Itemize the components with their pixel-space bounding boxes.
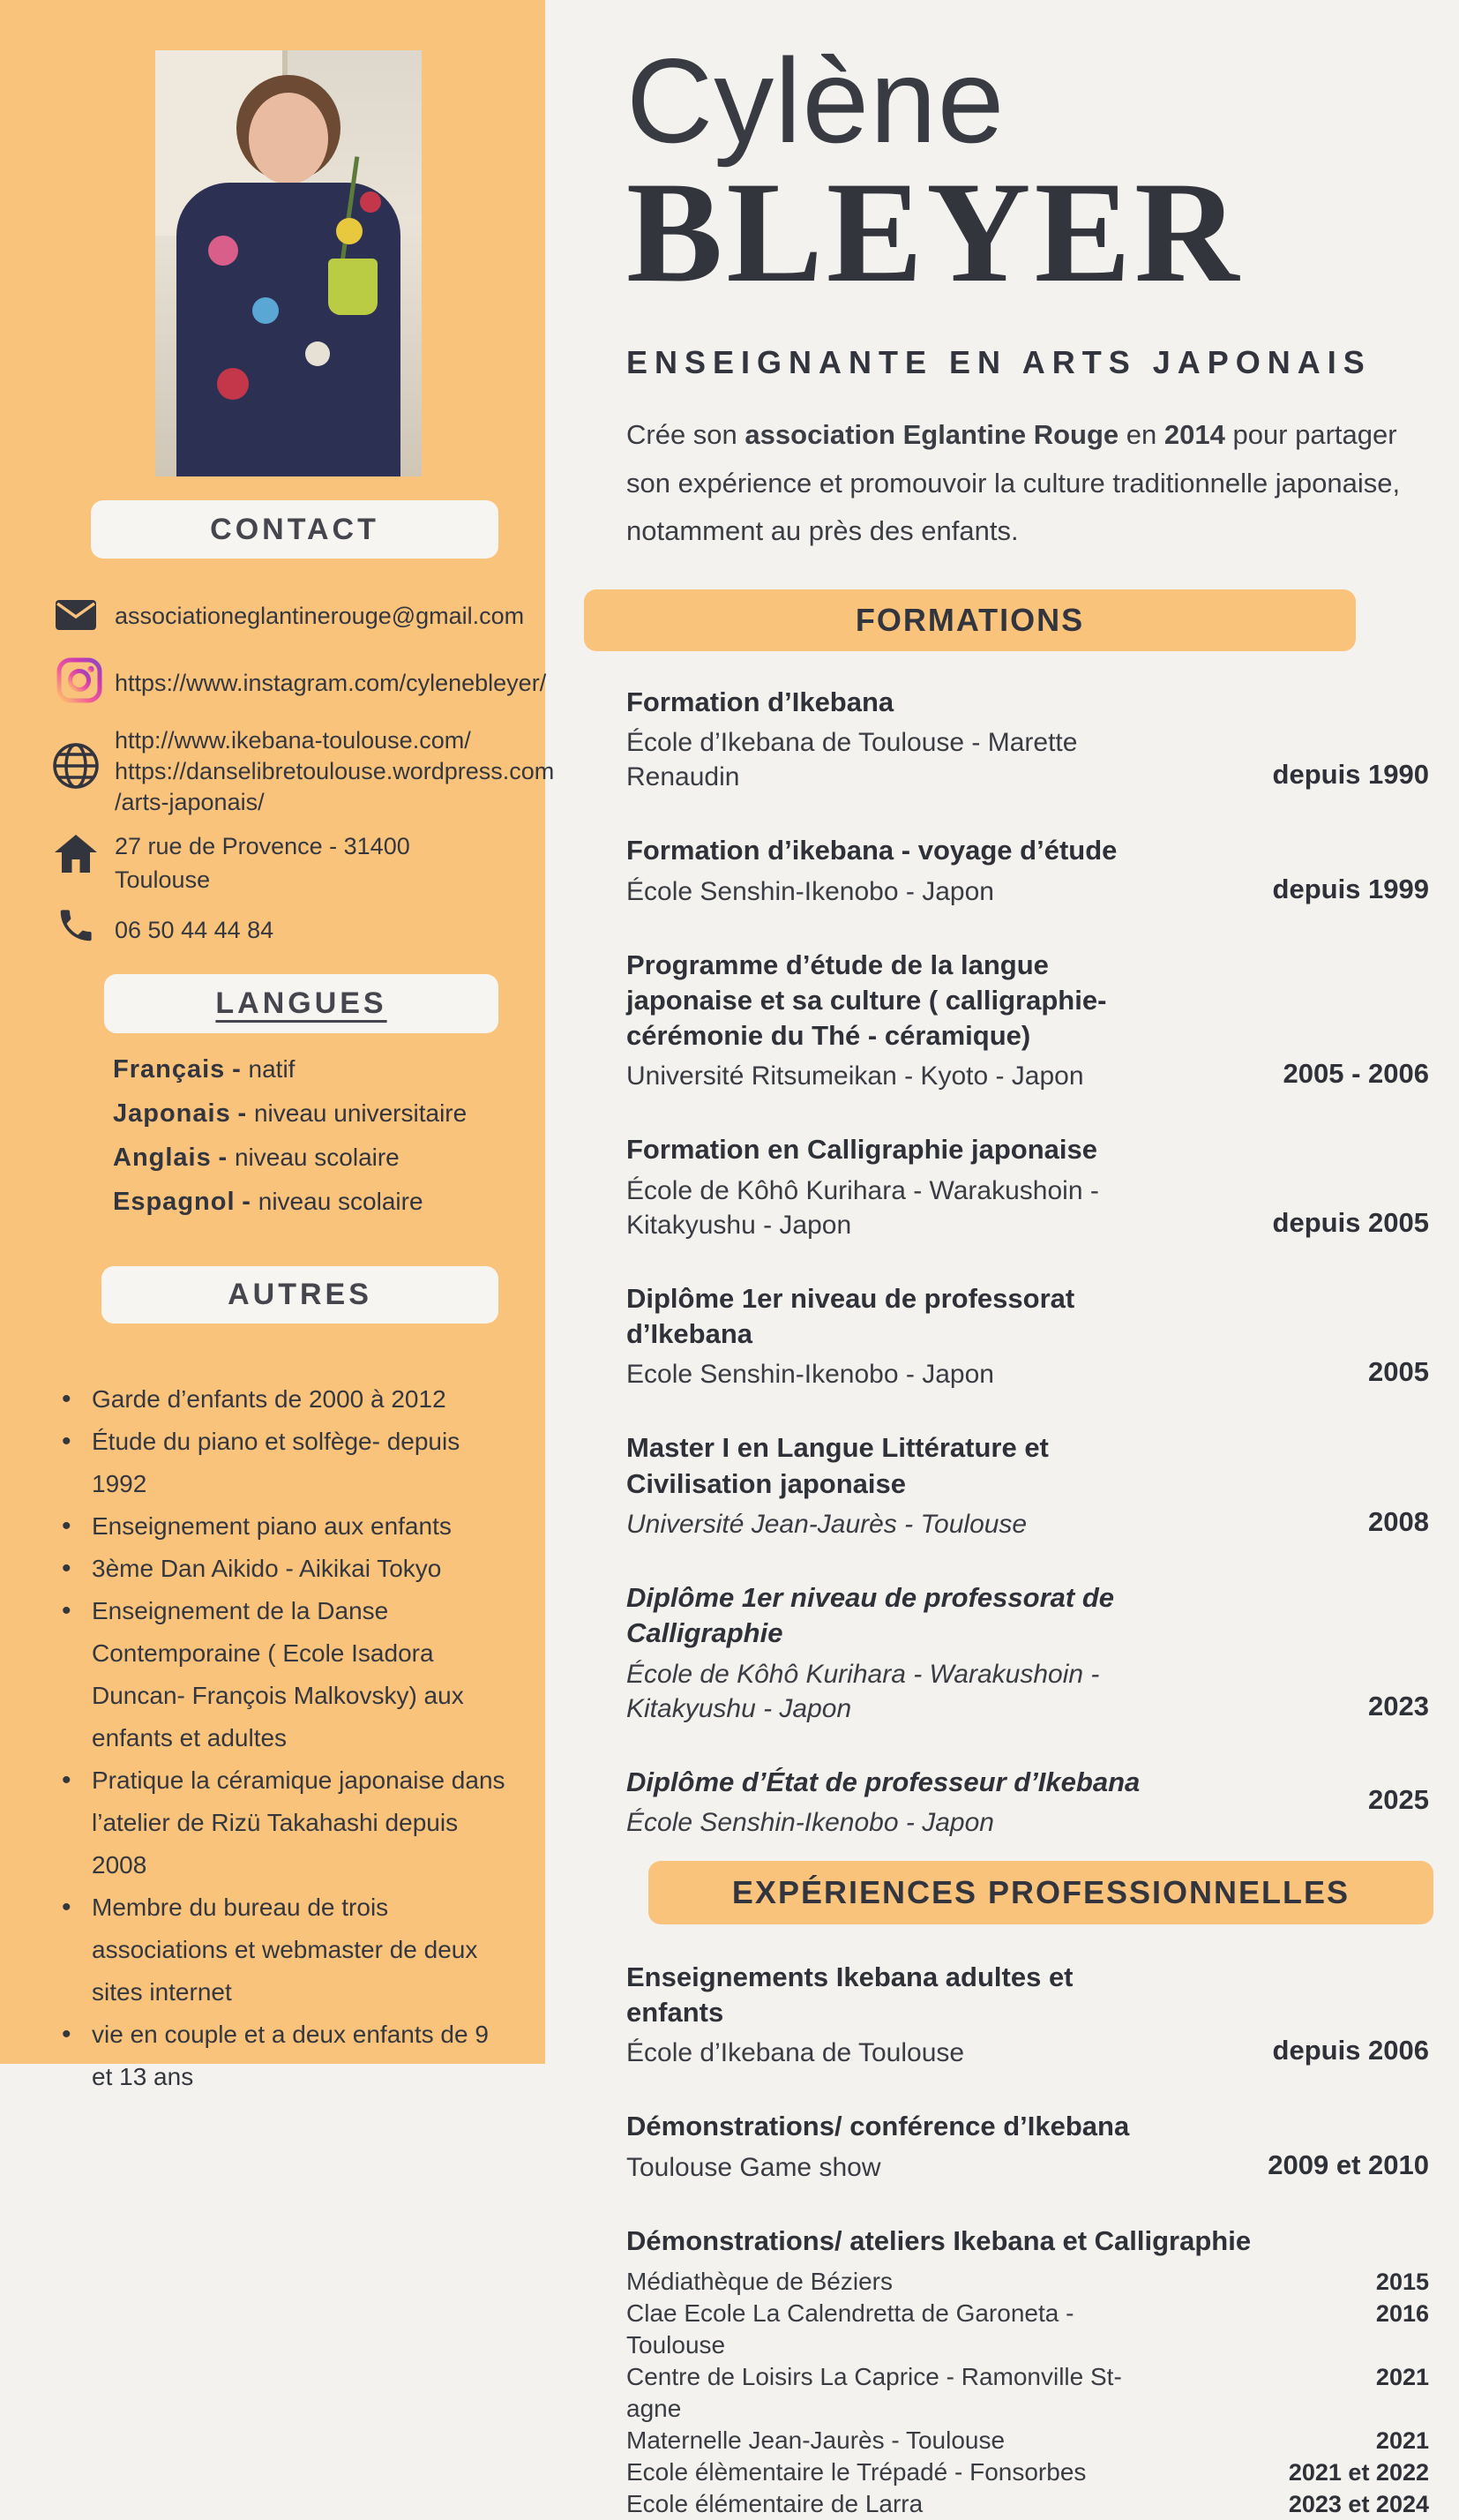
langue-dash: - bbox=[237, 1099, 248, 1128]
experience-place: Centre de Loisirs La Caprice - Ramonville St-agne bbox=[626, 2363, 1122, 2422]
autres-list bbox=[55, 1378, 506, 2098]
langue-dash: - bbox=[242, 1188, 251, 1216]
autres-item: • 3ème Dan Aikido - Aikikai Tokyo bbox=[55, 1548, 506, 1590]
formation-title: Master I en Langue Littérature et Civilisation japonaise bbox=[626, 1432, 1049, 1499]
intro-mid: en bbox=[1119, 419, 1164, 451]
photo-kimono bbox=[176, 183, 400, 476]
langue-item bbox=[113, 1055, 527, 1099]
langues-section-header bbox=[104, 974, 498, 1033]
langue-dash: - bbox=[232, 1055, 242, 1084]
langue-name: Anglais bbox=[113, 1144, 212, 1172]
langue-name: Espagnol bbox=[113, 1188, 236, 1216]
website-url-3[interactable]: /arts-japonais/ bbox=[115, 789, 265, 815]
autres-item: • Enseignement de la Danse Contemporaine ( Ecole Isadora Duncan- François Malkovsky) aux enfants et adultes bbox=[55, 1590, 506, 1759]
intro-paragraph bbox=[626, 411, 1425, 556]
photo-flower bbox=[360, 191, 381, 213]
formation-title: Formation d’Ikebana bbox=[626, 686, 894, 717]
contact-address bbox=[115, 829, 410, 896]
address-line-2: Toulouse bbox=[115, 866, 211, 893]
experiences-list bbox=[626, 1960, 1429, 2520]
experience-date: 2023 et 2024 bbox=[1288, 2491, 1429, 2517]
photo-flower-pot bbox=[328, 259, 378, 315]
photo-flower bbox=[217, 368, 249, 400]
experience-row bbox=[626, 2361, 1429, 2425]
website-url-2[interactable]: https://danselibretoulouse.wordpress.com bbox=[115, 758, 555, 784]
experience-row bbox=[626, 2266, 1429, 2298]
photo-flower bbox=[208, 236, 238, 266]
job-title: ENSEIGNANTE EN ARTS JAPONAIS bbox=[626, 344, 1372, 381]
autres-item: • Pratique la céramique japonaise dans l’atelier de Rizü Takahashi depuis 2008 bbox=[55, 1759, 506, 1886]
intro-post: pour partager son expérience et promouvoir la culture traditionnelle japonaise, notamment au près des enfants. bbox=[626, 419, 1401, 547]
contact-section-header bbox=[91, 500, 498, 559]
formation-item bbox=[626, 685, 1429, 794]
formation-school: Université Ritsumeikan - Kyoto - Japon bbox=[626, 1061, 1084, 1091]
formation-title: Formation en Calligraphie japonaise bbox=[626, 1134, 1097, 1166]
phone-icon bbox=[56, 905, 96, 950]
experience-place: Maternelle Jean-Jaurès - Toulouse bbox=[626, 2426, 1006, 2454]
experience-place: Médiathèque de Béziers bbox=[626, 2268, 893, 2295]
langue-item bbox=[113, 1188, 527, 1232]
formations-title: FORMATIONS bbox=[855, 601, 1085, 638]
experience-date: 2021 et 2022 bbox=[1288, 2459, 1429, 2486]
formation-item bbox=[626, 1281, 1429, 1392]
formation-school: École Senshin-Ikenobo - Japon bbox=[626, 876, 994, 906]
formation-title: Diplôme d’État de professeur d’Ikebana bbox=[626, 1766, 1141, 1797]
langue-level: niveau scolaire bbox=[258, 1188, 423, 1215]
experience-date: 2021 bbox=[1375, 2364, 1429, 2390]
experience-item bbox=[626, 2109, 1429, 2184]
langue-level: natif bbox=[248, 1055, 296, 1083]
langue-name: Japonais bbox=[113, 1099, 231, 1128]
langue-name: Français bbox=[113, 1055, 226, 1084]
address-line-1: 27 rue de Provence - 31400 bbox=[115, 833, 410, 859]
formation-item bbox=[626, 948, 1429, 1094]
website-url-1[interactable]: http://www.ikebana-toulouse.com/ bbox=[115, 727, 471, 754]
formation-title: Formation d’ikebana - voyage d’étude bbox=[626, 835, 1118, 866]
autres-item: • Membre du bureau de trois associations et webmaster de deux sites internet bbox=[55, 1886, 506, 2014]
formation-date: 2008 bbox=[1368, 1505, 1429, 1537]
photo-flower bbox=[336, 218, 363, 244]
experience-place: Ecole élémentaire de Larra bbox=[626, 2490, 924, 2517]
langue-item bbox=[113, 1099, 527, 1144]
contact-phone: 06 50 44 44 84 bbox=[115, 917, 274, 943]
experience-row bbox=[626, 2298, 1429, 2361]
langues-title: LANGUES bbox=[215, 986, 387, 1020]
formation-school: École d’Ikebana de Toulouse - Marette Renaudin bbox=[626, 728, 1078, 792]
formation-item bbox=[626, 1132, 1429, 1241]
contact-instagram[interactable]: https://www.instagram.com/cylenebleyer/ bbox=[115, 670, 547, 696]
experience-place: Ecole élèmentaire le Trépadé - Fonsorbes bbox=[626, 2458, 1087, 2486]
experience-title: Démonstrations/ conférence d’Ikebana bbox=[626, 2111, 1130, 2142]
experience-row bbox=[626, 2425, 1429, 2456]
formation-school: Ecole Senshin-Ikenobo - Japon bbox=[626, 1360, 994, 1390]
formation-date: depuis 2005 bbox=[1272, 1206, 1429, 1238]
experience-date: 2009 et 2010 bbox=[1268, 2149, 1429, 2180]
main-column bbox=[545, 0, 1459, 2520]
formation-date: depuis 1990 bbox=[1272, 759, 1429, 791]
formation-item bbox=[626, 1580, 1429, 1726]
experience-row bbox=[626, 2488, 1429, 2520]
autres-item: • Garde d’enfants de 2000 à 2012 bbox=[55, 1378, 506, 1421]
formation-date: 2005 bbox=[1368, 1356, 1429, 1388]
last-name: BLEYER bbox=[626, 153, 1243, 313]
globe-icon bbox=[51, 741, 101, 795]
formation-title: Diplôme 1er niveau de professorat de Calligraphie bbox=[626, 1581, 1115, 1649]
experience-date: depuis 2006 bbox=[1272, 2035, 1429, 2066]
contact-title: CONTACT bbox=[210, 512, 379, 546]
instagram-icon bbox=[56, 657, 102, 708]
experience-item bbox=[626, 1960, 1429, 2071]
autres-item: • Enseignement piano aux enfants bbox=[55, 1505, 506, 1548]
autres-item: • Étude du piano et solfège- depuis 1992 bbox=[55, 1421, 506, 1505]
photo-flower bbox=[305, 341, 330, 366]
formation-school: École Senshin-Ikenobo - Japon bbox=[626, 1807, 994, 1837]
contact-websites[interactable] bbox=[115, 725, 554, 818]
formation-date: depuis 1999 bbox=[1272, 873, 1429, 904]
formation-item bbox=[626, 1765, 1429, 1840]
photo-face bbox=[249, 93, 328, 184]
formation-title: Programme d’étude de la langue japonaise et sa culture ( calligraphie- cérémonie du Thé - céramique) bbox=[626, 949, 1107, 1052]
langue-item bbox=[113, 1144, 527, 1188]
photo-flower bbox=[252, 297, 279, 324]
langue-level: niveau scolaire bbox=[234, 1144, 400, 1171]
first-name: Cylène bbox=[626, 34, 1006, 168]
langue-level: niveau universitaire bbox=[253, 1099, 468, 1127]
experience-date: 2021 bbox=[1375, 2427, 1429, 2454]
langue-dash: - bbox=[218, 1144, 228, 1172]
experience-place: Toulouse Game show bbox=[626, 2152, 881, 2182]
formation-title: Diplôme 1er niveau de professorat d’Ikebana bbox=[626, 1282, 1075, 1350]
experience-title: Enseignements Ikebana adultes et enfants bbox=[626, 1961, 1074, 2029]
formation-school: Université Jean-Jaurès - Toulouse bbox=[626, 1509, 1028, 1539]
experience-title: Démonstrations/ ateliers Ikebana et Calligraphie bbox=[626, 2224, 1252, 2256]
autres-item: • vie en couple et a deux enfants de 9 et 13 ans bbox=[55, 2014, 506, 2098]
experience-place: École d’Ikebana de Toulouse bbox=[626, 2038, 965, 2068]
experience-rows bbox=[626, 2266, 1429, 2520]
formation-date: 2025 bbox=[1368, 1784, 1429, 1816]
formations-section-header bbox=[584, 589, 1356, 651]
profile-photo bbox=[155, 50, 422, 476]
formation-item bbox=[626, 833, 1429, 908]
autres-section-header bbox=[101, 1266, 498, 1324]
envelope-icon bbox=[56, 600, 96, 634]
formation-item bbox=[626, 1430, 1429, 1541]
home-icon bbox=[53, 832, 99, 879]
experience-date: 2016 bbox=[1375, 2300, 1429, 2327]
autres-title: AUTRES bbox=[228, 1278, 372, 1311]
formation-date: 2005 - 2006 bbox=[1283, 1058, 1429, 1090]
experience-item bbox=[626, 2224, 1429, 2520]
experiences-title: EXPÉRIENCES PROFESSIONNELLES bbox=[731, 1873, 1351, 1910]
formation-school: École de Kôhô Kurihara - Warakushoin - Kitakyushu - Japon bbox=[626, 1659, 1100, 1723]
formation-date: 2023 bbox=[1368, 1690, 1429, 1721]
experience-row bbox=[626, 2456, 1429, 2488]
contact-email[interactable]: associationeglantinerouge@gmail.com bbox=[115, 603, 525, 629]
intro-association: association Eglantine Rouge bbox=[744, 419, 1119, 451]
experiences-section-header bbox=[648, 1861, 1433, 1924]
formation-school: École de Kôhô Kurihara - Warakushoin - Kitakyushu - Japon bbox=[626, 1175, 1099, 1240]
formations-list bbox=[626, 685, 1429, 1840]
experience-date: 2015 bbox=[1375, 2269, 1429, 2295]
intro-pre: Crée son bbox=[626, 419, 745, 451]
experience-place: Clae Ecole La Calendretta de Garoneta - Toulouse bbox=[626, 2299, 1074, 2359]
langues-list bbox=[113, 1055, 527, 1232]
intro-year: 2014 bbox=[1163, 419, 1225, 451]
sidebar bbox=[0, 0, 555, 2090]
